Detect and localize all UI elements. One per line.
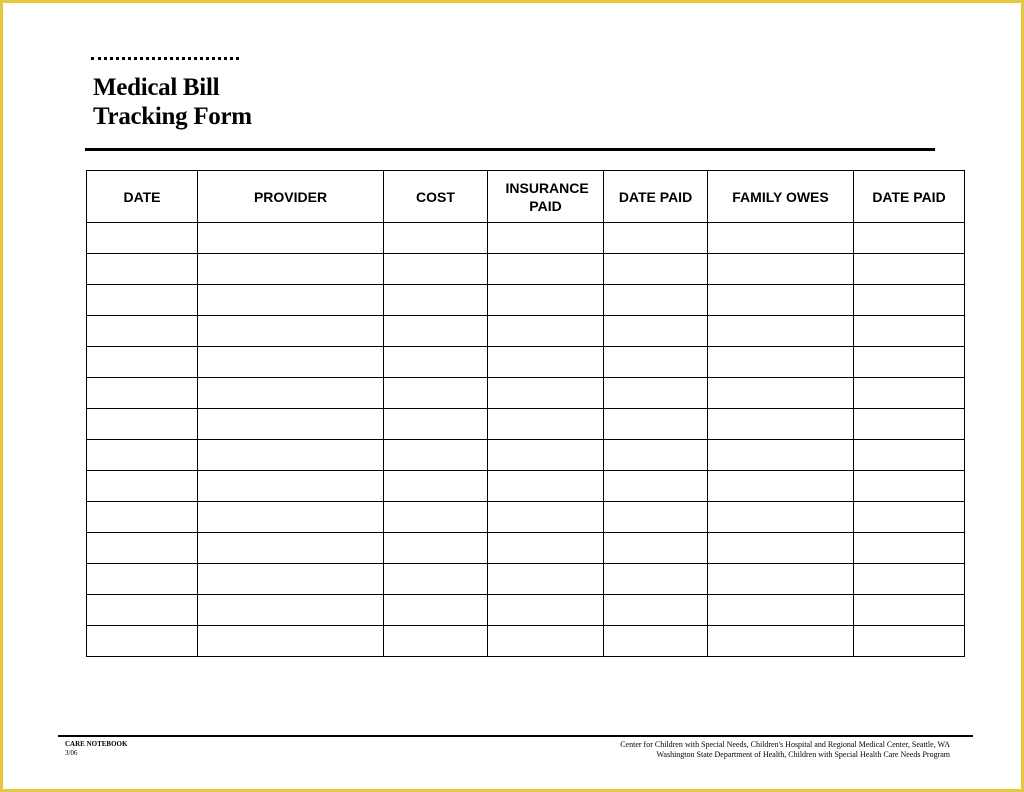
table-cell[interactable]: [708, 564, 854, 595]
table-cell[interactable]: [384, 564, 488, 595]
table-row: [87, 347, 965, 378]
table-cell[interactable]: [488, 223, 604, 254]
table-cell[interactable]: [708, 285, 854, 316]
table-cell[interactable]: [854, 254, 965, 285]
table-cell[interactable]: [488, 502, 604, 533]
table-cell[interactable]: [854, 471, 965, 502]
table-cell[interactable]: [854, 378, 965, 409]
table-cell[interactable]: [384, 440, 488, 471]
table-header-row: [87, 171, 965, 223]
table-cell[interactable]: [87, 223, 198, 254]
table-cell[interactable]: [87, 533, 198, 564]
table-row: [87, 533, 965, 564]
table-cell[interactable]: [384, 502, 488, 533]
footer-credit-line2: Washington State Department of Health, Children with Special Health Care Needs Program: [656, 750, 950, 759]
insurance-paid-label: INSURANCE PAID: [505, 179, 589, 214]
table-row: [87, 471, 965, 502]
table-cell[interactable]: [488, 409, 604, 440]
table-cell[interactable]: [708, 409, 854, 440]
table-row: [87, 440, 965, 471]
table-cell[interactable]: [384, 254, 488, 285]
table-cell[interactable]: [87, 409, 198, 440]
table-cell[interactable]: [854, 223, 965, 254]
table-cell[interactable]: [384, 378, 488, 409]
table-cell[interactable]: [384, 223, 488, 254]
table-cell[interactable]: [604, 595, 708, 626]
table-cell[interactable]: [384, 316, 488, 347]
table-row: [87, 595, 965, 626]
table-cell[interactable]: [488, 378, 604, 409]
bill-tracking-table: [86, 170, 965, 657]
table-cell[interactable]: [854, 316, 965, 347]
table-cell[interactable]: [604, 378, 708, 409]
column-header-date: DATE: [87, 171, 198, 223]
table-cell[interactable]: [708, 502, 854, 533]
table-cell[interactable]: [384, 595, 488, 626]
table-cell[interactable]: [87, 316, 198, 347]
table-cell[interactable]: [488, 533, 604, 564]
table-cell[interactable]: [198, 595, 384, 626]
table-cell[interactable]: [488, 564, 604, 595]
table-row: [87, 285, 965, 316]
table-cell[interactable]: [488, 626, 604, 657]
table-row: [87, 223, 965, 254]
table-cell[interactable]: [604, 564, 708, 595]
table-body: [87, 223, 965, 657]
footer-divider: [58, 735, 973, 737]
table-cell[interactable]: [87, 254, 198, 285]
table-cell[interactable]: [87, 626, 198, 657]
table-cell[interactable]: [384, 347, 488, 378]
table-cell[interactable]: [604, 626, 708, 657]
table-cell[interactable]: [488, 316, 604, 347]
table-cell[interactable]: [87, 440, 198, 471]
table-cell[interactable]: [708, 533, 854, 564]
table-cell[interactable]: [604, 409, 708, 440]
table-cell[interactable]: [708, 595, 854, 626]
footer-left: [65, 740, 127, 758]
table-cell[interactable]: [708, 378, 854, 409]
table-cell[interactable]: [384, 626, 488, 657]
table-cell[interactable]: [604, 502, 708, 533]
table-row: [87, 316, 965, 347]
table-cell[interactable]: [854, 595, 965, 626]
table-cell[interactable]: [854, 347, 965, 378]
footer-credit-line1: Center for Children with Special Needs, Children's Hospital and Regional Medical Center, Seattle, WA: [620, 740, 950, 749]
table-cell[interactable]: [604, 223, 708, 254]
table-row: [87, 254, 965, 285]
table-cell[interactable]: [87, 471, 198, 502]
table-cell[interactable]: [604, 533, 708, 564]
table-cell[interactable]: [708, 347, 854, 378]
footer-notebook-title: CARE NOTEBOOK: [65, 740, 128, 748]
table-cell[interactable]: [604, 347, 708, 378]
table-cell[interactable]: [198, 223, 384, 254]
table-cell[interactable]: [87, 564, 198, 595]
table-cell[interactable]: [384, 409, 488, 440]
table-cell[interactable]: [198, 378, 384, 409]
table-cell[interactable]: [854, 533, 965, 564]
table-cell[interactable]: [87, 378, 198, 409]
table-cell[interactable]: [198, 502, 384, 533]
table-cell[interactable]: [854, 502, 965, 533]
table-cell[interactable]: [854, 409, 965, 440]
table-cell[interactable]: [604, 471, 708, 502]
footer-right: [620, 740, 950, 760]
table-cell[interactable]: [198, 285, 384, 316]
table-cell[interactable]: [604, 254, 708, 285]
table-cell[interactable]: [854, 440, 965, 471]
table-cell[interactable]: [708, 440, 854, 471]
table-cell[interactable]: [198, 254, 384, 285]
table-cell[interactable]: [488, 347, 604, 378]
table-cell[interactable]: [488, 440, 604, 471]
table-cell[interactable]: [854, 626, 965, 657]
column-header-insurance-paid: [488, 171, 604, 223]
table-cell[interactable]: [198, 409, 384, 440]
table-cell[interactable]: [87, 502, 198, 533]
footer-date-code: 3/06: [65, 749, 78, 757]
table-row: [87, 378, 965, 409]
table-cell[interactable]: [708, 626, 854, 657]
table-cell[interactable]: [87, 595, 198, 626]
form-title: [93, 73, 252, 131]
table-cell[interactable]: [384, 471, 488, 502]
table-cell[interactable]: [854, 285, 965, 316]
table-cell[interactable]: [708, 471, 854, 502]
table-cell[interactable]: [708, 316, 854, 347]
form-title-line1: Medical Bill: [93, 74, 220, 101]
column-header-date-paid-2: DATE PAID: [854, 171, 965, 223]
table-cell[interactable]: [198, 471, 384, 502]
table-row: [87, 564, 965, 595]
table-row: [87, 626, 965, 657]
table-cell[interactable]: [854, 564, 965, 595]
table-cell[interactable]: [708, 223, 854, 254]
table-cell[interactable]: [198, 316, 384, 347]
table-cell[interactable]: [488, 285, 604, 316]
table-cell[interactable]: [87, 347, 198, 378]
table-cell[interactable]: [708, 254, 854, 285]
table-cell[interactable]: [604, 440, 708, 471]
column-header-family-owes: FAMILY OWES: [708, 171, 854, 223]
table-cell[interactable]: [198, 347, 384, 378]
table-cell[interactable]: [488, 254, 604, 285]
dotted-accent-line: [91, 57, 239, 60]
table-cell[interactable]: [384, 533, 488, 564]
table-row: [87, 502, 965, 533]
column-header-cost: COST: [384, 171, 488, 223]
table-cell[interactable]: [604, 285, 708, 316]
table-cell[interactable]: [488, 595, 604, 626]
table-cell[interactable]: [198, 626, 384, 657]
column-header-provider: PROVIDER: [198, 171, 384, 223]
title-divider: [85, 148, 935, 151]
column-header-date-paid: DATE PAID: [604, 171, 708, 223]
table-cell[interactable]: [198, 440, 384, 471]
table-cell[interactable]: [198, 564, 384, 595]
table-row: [87, 409, 965, 440]
form-title-line2: Tracking Form: [93, 103, 252, 130]
table-cell[interactable]: [198, 533, 384, 564]
table-cell[interactable]: [604, 316, 708, 347]
table-cell[interactable]: [87, 285, 198, 316]
table-cell[interactable]: [384, 285, 488, 316]
table-cell[interactable]: [488, 471, 604, 502]
